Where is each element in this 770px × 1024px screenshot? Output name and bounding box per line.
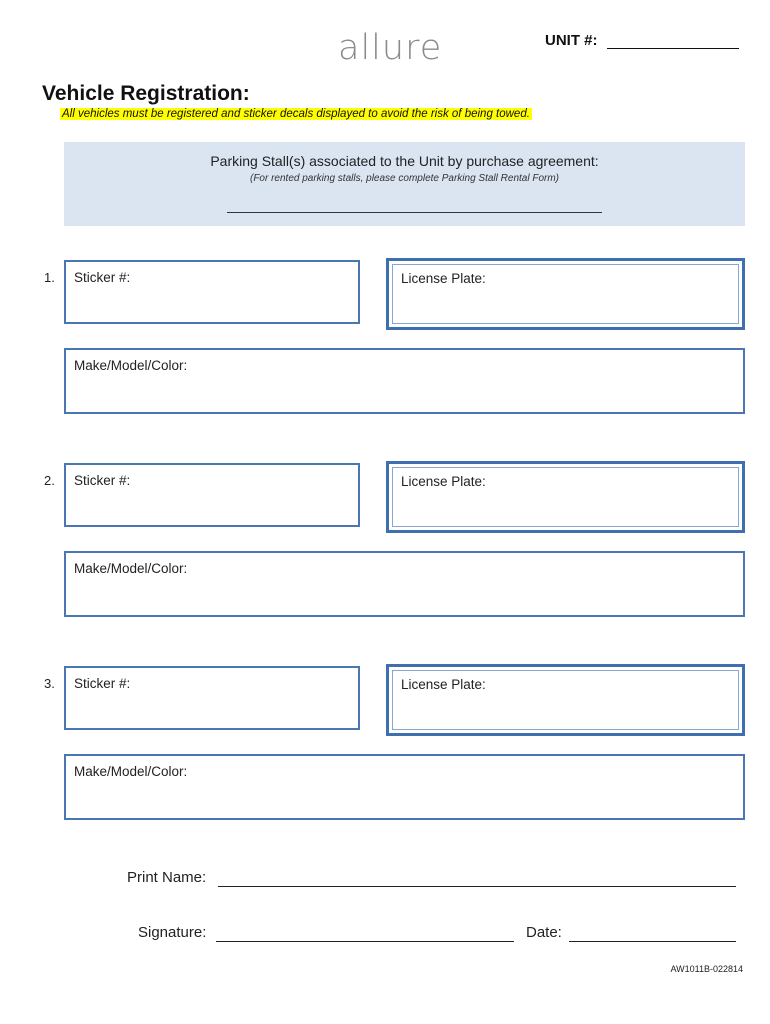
sticker-label: Sticker #: xyxy=(74,270,131,285)
signature-label: Signature: xyxy=(138,924,207,941)
vehicle-2-number: 2. xyxy=(44,473,55,488)
date-field[interactable] xyxy=(569,941,736,942)
vehicle-3-license-plate-field[interactable] xyxy=(386,664,745,736)
vehicle-1-sticker-field[interactable] xyxy=(64,260,360,324)
vehicle-3-number: 3. xyxy=(44,676,55,691)
make-model-color-label: Make/Model/Color: xyxy=(74,764,188,779)
print-name-label: Print Name: xyxy=(127,869,207,886)
unit-number-field[interactable] xyxy=(607,48,739,49)
parking-stall-field[interactable] xyxy=(227,212,602,213)
vehicle-2-make-model-color-field[interactable] xyxy=(64,551,745,617)
make-model-color-label: Make/Model/Color: xyxy=(74,561,188,576)
make-model-color-label: Make/Model/Color: xyxy=(74,358,188,373)
vehicle-1-make-model-color-field[interactable] xyxy=(64,348,745,414)
signature-field[interactable] xyxy=(216,941,514,942)
form-title: Vehicle Registration: xyxy=(42,82,250,105)
allure-logo: allure xyxy=(338,28,443,68)
print-name-field[interactable] xyxy=(218,886,736,887)
parking-stall-label: Parking Stall(s) associated to the Unit by purchase agreement: xyxy=(210,153,599,169)
unit-number-label: UNIT #: xyxy=(545,32,598,49)
sticker-label: Sticker #: xyxy=(74,676,131,691)
license-plate-label: License Plate: xyxy=(401,677,486,692)
vehicle-3-make-model-color-field[interactable] xyxy=(64,754,745,820)
vehicle-2-sticker-field[interactable] xyxy=(64,463,360,527)
vehicle-1-number: 1. xyxy=(44,270,55,285)
vehicle-3-sticker-field[interactable] xyxy=(64,666,360,730)
vehicle-1-license-plate-field[interactable] xyxy=(386,258,745,330)
parking-stall-section xyxy=(64,142,745,226)
vehicle-2-license-plate-field[interactable] xyxy=(386,461,745,533)
license-plate-label: License Plate: xyxy=(401,474,486,489)
license-plate-label: License Plate: xyxy=(401,271,486,286)
sticker-label: Sticker #: xyxy=(74,473,131,488)
parking-stall-note: (For rented parking stalls, please complete Parking Stall Rental Form) xyxy=(249,173,560,184)
form-code: AW1011B-022814 xyxy=(670,964,743,974)
date-label: Date: xyxy=(526,924,562,941)
towing-warning: All vehicles must be registered and sticker decals displayed to avoid the risk of being towed. xyxy=(62,108,530,120)
